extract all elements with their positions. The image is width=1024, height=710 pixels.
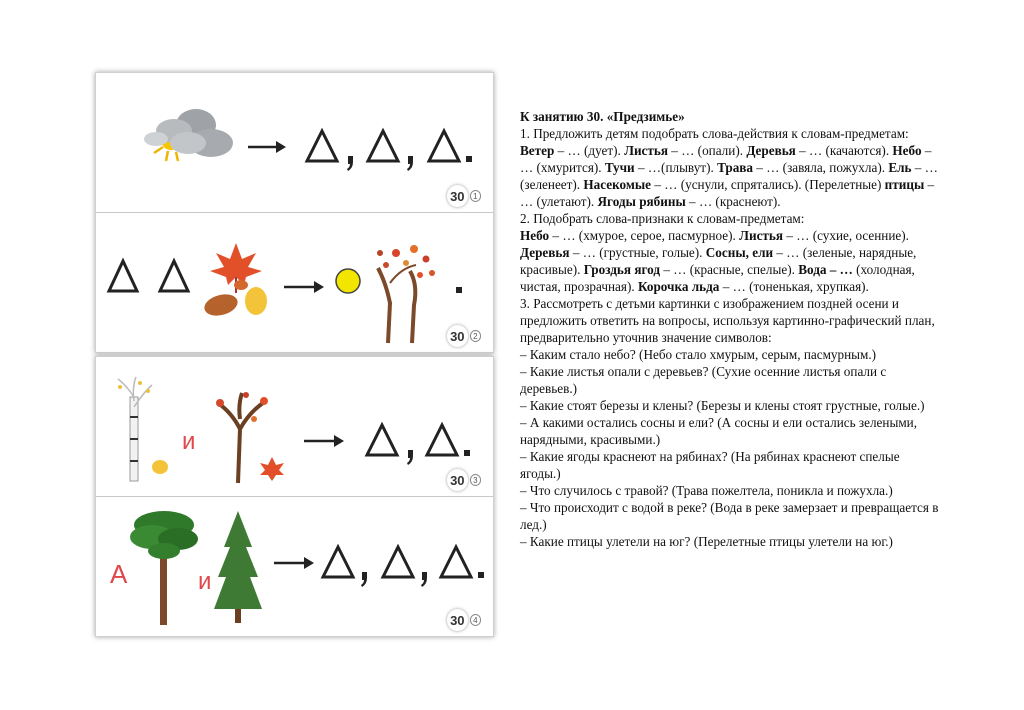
- triangle-symbols: [109, 261, 188, 291]
- picture-card-top: [95, 72, 494, 353]
- badge-30-4: [447, 609, 481, 631]
- lesson-text: [520, 108, 940, 550]
- badge-sub: 3: [470, 474, 481, 486]
- maple-tree-icon: [216, 392, 284, 483]
- question-item: – Что происходит с водой в реке? (Вода в реке замерзает и превращается в лед.): [520, 500, 939, 532]
- term-answer: – … (уснули, спрятались). (Перелетные): [651, 177, 885, 192]
- paragraph-1-items: [520, 142, 940, 210]
- term-answer: – … (дует).: [554, 143, 625, 158]
- badge-number: 30: [447, 325, 468, 347]
- panel-2-graphic: [96, 213, 493, 351]
- pine-tree-icon: [130, 511, 198, 625]
- term: Листья: [739, 228, 784, 243]
- paragraph-1-intro: 1. Предложить детям подобрать слова-действия к словам-предметам:: [520, 126, 909, 141]
- term-answer: – … (тоненькая, хрупкая).: [719, 279, 869, 294]
- panel-3-graphic: [96, 357, 493, 495]
- term-answer: – … (сухие, осенние).: [783, 228, 909, 243]
- term: Корочка льда: [637, 279, 720, 294]
- term: Деревья: [746, 143, 796, 158]
- term: Сосны, ели: [705, 245, 774, 260]
- paragraph-3-intro: 3. Рассмотреть с детьми картинки с изображением поздней осени и предложить ответить на вопросы, используя картинно-графический план, предварительно уточнив значение символов:: [520, 296, 935, 345]
- birch-tree-icon: [118, 377, 168, 481]
- punctuation: [347, 156, 472, 171]
- term: Листья: [624, 143, 668, 158]
- panel-2: [96, 213, 493, 351]
- spruce-tree-icon: [214, 511, 262, 623]
- paragraph-2-items: [520, 227, 940, 295]
- term-answer: – … (хмурится).: [520, 143, 932, 175]
- badge-30-2: [447, 325, 481, 347]
- sun-symbol-icon: [336, 269, 360, 293]
- question-list: [520, 346, 940, 550]
- autumn-leaves-icon: [202, 243, 267, 319]
- question-item: – Какие ягоды краснеют на рябинах? (На рябинах краснеют спелые ягоды.): [520, 449, 900, 481]
- panel-1: [96, 73, 493, 211]
- question-item: – Какие птицы улетели на юг? (Перелетные птицы улетели на юг.): [520, 534, 893, 549]
- term: Вода – …: [798, 262, 853, 277]
- question-item: – Каким стало небо? (Небо стало хмурым, серым, пасмурным.): [520, 347, 877, 362]
- term: Ветер: [520, 143, 555, 158]
- badge-30-3: [447, 469, 481, 491]
- term: Небо: [520, 228, 550, 243]
- term: Гроздья ягод: [583, 262, 661, 277]
- term-answer: – … (красные, спелые).: [660, 262, 799, 277]
- question-item: – Какие листья опали с деревьев? (Сухие осенние листья опали с деревьев.): [520, 364, 887, 396]
- term: Тучи: [604, 160, 635, 175]
- term: Трава: [717, 160, 753, 175]
- term-answer: – … (завяла, пожухла).: [753, 160, 889, 175]
- arrow-icon: [304, 435, 344, 447]
- lesson-title: К занятию 30. «Предзимье»: [520, 109, 685, 124]
- picture-card-bottom: [95, 356, 494, 637]
- letter-a: А: [110, 559, 128, 589]
- term: птицы: [884, 177, 925, 192]
- badge-number: 30: [447, 469, 468, 491]
- arrow-icon: [248, 141, 286, 153]
- triangle-symbols: [323, 547, 471, 577]
- panel-3: [96, 357, 493, 495]
- badge-sub: 2: [470, 330, 481, 342]
- badge-30-1: [447, 185, 481, 207]
- letter-and-1: и: [182, 428, 196, 455]
- term-answer: – … (зеленые, нарядные, красивые).: [520, 245, 917, 277]
- term-answer: (холодная, чистая, прозрачная).: [520, 262, 915, 294]
- term: Ягоды рябины: [597, 194, 686, 209]
- term: Ель: [888, 160, 912, 175]
- panel-4-graphic: [96, 497, 493, 635]
- panel-1-graphic: [96, 73, 493, 211]
- term-answer: – … (зеленеет).: [520, 160, 938, 192]
- triangle-symbols: [307, 131, 459, 161]
- windy-trees-icon: [377, 245, 435, 343]
- question-item: – Какие стоят березы и клены? (Березы и клены стоят грустные, голые.): [520, 398, 925, 413]
- paragraph-2-intro: 2. Подобрать слова-признаки к словам-предметам:: [520, 211, 805, 226]
- badge-number: 30: [447, 609, 468, 631]
- badge-number: 30: [447, 185, 468, 207]
- arrow-icon: [274, 557, 314, 569]
- term-answer: – …(плывут).: [634, 160, 718, 175]
- term-answer: – … (качаются).: [795, 143, 893, 158]
- term-answer: – … (хмурое, серое, пасмурное).: [549, 228, 740, 243]
- badge-sub: 1: [470, 190, 481, 202]
- arrow-icon: [284, 281, 324, 293]
- panel-4: [96, 497, 493, 635]
- term-answer: – … (краснеют).: [685, 194, 781, 209]
- letter-and-2: и: [198, 568, 212, 595]
- term-answer: – … (улетают).: [520, 177, 935, 209]
- question-item: – А какими остались сосны и ели? (А сосны и ели остались зелеными, нарядными, красивыми.): [520, 415, 918, 447]
- term: Небо: [892, 143, 922, 158]
- term-answer: – … (грустные, голые).: [569, 245, 706, 260]
- punctuation: [361, 572, 484, 587]
- term: Деревья: [520, 245, 570, 260]
- term: Насекомые: [583, 177, 652, 192]
- question-item: – Что случилось с травой? (Трава пожелтела, поникла и пожухла.): [520, 483, 893, 498]
- punctuation: [407, 450, 470, 465]
- badge-sub: 4: [470, 614, 481, 626]
- punctuation: [456, 287, 462, 293]
- term-answer: – … (опали).: [668, 143, 747, 158]
